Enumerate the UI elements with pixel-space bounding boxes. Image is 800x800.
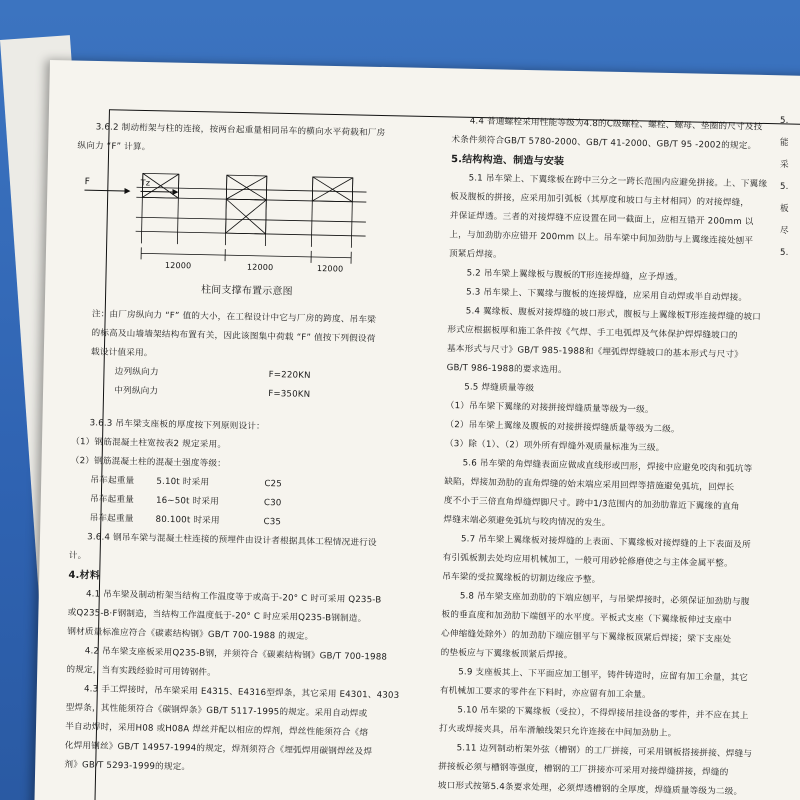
crane-capacity-label: 吊车起重量: [89, 494, 135, 506]
clause-5-8-d: 的垫板应与下翼缘板顶紧后焊接。: [440, 647, 573, 661]
clause-5-4-d: GB/T 986-1988的要求选用。: [446, 362, 567, 376]
clause-5-10-a: 5.10 吊车梁的下翼缘板（受拉），不得焊接吊挂设备的零件，并不应在其上: [457, 705, 749, 722]
force-f-label: F: [84, 177, 91, 188]
clause-5-1-e: 顶紧后焊接。: [448, 248, 502, 261]
clause-5-3: 5.3 吊车梁上、下翼缘与腹板的连接焊缝，应采用自动焊或半自动焊接。: [466, 287, 748, 304]
clause-3-6-3-item-1: （1）钢筋混凝土柱宽按表2 规定采用。: [71, 436, 227, 451]
right-column: [438, 112, 782, 800]
span-dim-2: 12000: [246, 262, 274, 273]
edge-text: 采: [780, 160, 789, 170]
concrete-grade: C35: [263, 516, 282, 528]
left-column: [64, 118, 423, 782]
clause-4-1-a: 4.1 吊车梁及制动桁架当结构工作温度等于或高于-20° C 时可采用 Q235-B: [85, 589, 382, 606]
clause-5-1-a: 5.1 吊车梁上、下翼缘板在跨中三分之一跨长范围内应避免拼接。上、下翼缘: [468, 173, 768, 190]
note-line-1: 注：由厂房纵向力 “F” 值的大小，在工程设计中它与厂房的跨度、吊车梁: [91, 309, 377, 326]
clause-5-7-c: 吊车梁的受拉翼缘板的切割边缘应予整。: [442, 571, 601, 586]
section-5-heading: 5.结构构造、制造与安装: [450, 153, 565, 168]
concrete-grade: C25: [264, 478, 283, 490]
crane-capacity-label: 吊车起重量: [89, 513, 134, 525]
clause-5-1-d: 上，与加劲肋亦应错开 200mm 以上。吊车梁中间加劲肋与上翼缘连接处刨平: [449, 229, 754, 247]
clause-5-9-b: 有机械加工要求的零件在下料时，亦应留有加工余量。: [439, 685, 651, 701]
section-4-heading: 4.材料: [68, 569, 101, 582]
clause-4-3-d: 化焊用钢丝》GB/T 14957-1994的规定，焊剂须符合《埋弧焊用碳钢焊丝及焊: [64, 740, 373, 758]
clause-5-8-a: 5.8 吊车梁支座加劲肋的下端应刨平，与吊梁焊接时，必须保证加劲肋与腹: [459, 591, 750, 608]
clause-5-1-b: 板及腹板的拼接，应采用加引弧板（其厚度和坡口与主材相同）的对接焊缝，: [450, 191, 750, 209]
clause-3-6-2-cont: 纵向力 “F” 计算。: [77, 140, 151, 153]
edge-force-label: 边列纵向力: [114, 366, 159, 378]
clause-4-2-b: 的规定，当有实践经验时可用铸钢件。: [66, 664, 217, 679]
figure-title: 柱间支撑布置示意图: [200, 284, 293, 298]
clause-5-4-c: 基本形式与尺寸》GB/T 985-1988和《埋弧焊焊缝坡口的基本形式与尺寸》: [446, 343, 744, 361]
edge-text: 5.: [780, 182, 789, 192]
edge-text: 尽: [780, 226, 789, 236]
clause-4-3-c: 半自动焊时，采用H08 或H08A 焊丝并配以相应的焊剂，焊丝性能须符合《熔: [65, 721, 369, 739]
note-line-3: 载设计值采用。: [90, 347, 153, 359]
clause-4-3-e: 剂》GB/T 5293-1999的规定。: [64, 759, 191, 773]
bracing-diagram-svg: [75, 162, 377, 280]
span-dim-1: 12000: [164, 260, 192, 271]
clause-5-2: 5.2 吊车梁上翼缘板与腹板的T形连接焊缝，应予焊透。: [466, 268, 683, 283]
clause-3-6-3-item-2: （2）钢筋混凝土柱的混凝土强度等级：: [70, 455, 227, 470]
mid-force-label: 中列纵向力: [114, 385, 159, 397]
clause-5-5-item-3: （3）除（1）、（2）项外所有焊缝外观质量标准为三级。: [444, 438, 665, 454]
clause-3-6-2: 3.6.2 制动桁架与柱的连接，按两台起重量相同吊车的横向水平荷载和厂房: [95, 122, 386, 139]
clause-5-4-a: 5.4 翼缘板、腹板对接焊缝的坡口形式，腹板与上翼缘板T形连接焊缝的坡口: [465, 306, 762, 323]
clause-5-1-c: 并保证焊透。三者的对接焊缝不应设置在同一截面上，应相互错开 200mm 以: [449, 210, 754, 228]
clause-5-5: 5.5 焊缝质量等级: [464, 382, 535, 394]
edge-text: 5.: [780, 248, 789, 258]
edge-text: 5.: [780, 116, 789, 126]
clause-4-3-b: 型焊条，其性能须符合《碳钢焊条》GB/T 5117-1995的规定。采用自动焊或: [65, 702, 368, 720]
clause-5-11-b: 拼接板必须与槽钢等强度，槽钢的工厂拼接亦可采用对接焊缝拼接，焊缝的: [438, 761, 729, 778]
capacity-range: 80.100t 时采用: [155, 514, 220, 527]
edge-text: 板: [780, 204, 789, 214]
clause-5-8-b: 板的垂直度和加劲肋下端刨平的水平度。平板式支座（下翼缘板伸过支座中: [441, 609, 732, 626]
clause-5-6-c: 度不小于三倍直角焊缝焊脚尺寸。跨中1/3范围内的加劲肋靠近下翼缘的直角: [443, 495, 740, 513]
edge-text: 能: [780, 138, 789, 148]
clause-5-6-a: 5.6 吊车梁的角焊缝表面应做成直线形或凹形，焊接中应避免咬肉和弧坑等: [462, 458, 753, 475]
clause-4-3-a: 4.3 手工焊接时，吊车梁采用 E4315、E4316型焊条，其它采用 E4301、4303: [83, 684, 400, 701]
bracing-diagram: [75, 162, 422, 281]
clause-5-11-a: 5.11 边列制动桁架外弦（槽钢）的工厂拼接，可采用钢板搭接拼接、焊缝与: [456, 743, 753, 760]
clause-5-7-a: 5.7 吊车梁上翼缘板对接焊缝的上表面、下翼缘板对接焊缝的上下表面及所: [460, 534, 751, 551]
clause-5-6-b: 缺陷，焊接加劲肋的直角焊缝的始末端应采用回焊等措施避免弧坑，回焊长: [444, 476, 735, 493]
clause-3-6-4: 3.6.4 钢吊车梁与混凝土柱连接的预埋件由设计者根据具体工程情况进行设: [87, 532, 377, 549]
clause-5-9-a: 5.9 支座板其上、下平面应加工刨平，铸件铸造时，应留有加工余量，其它: [458, 667, 749, 684]
clause-4-1-c: 钢材质量标准应符合《碳素结构钢》GB/T 700-1988 的规定。: [67, 626, 314, 643]
clause-5-4-b: 形式应根据板厚和施工条件按《气焊、手工电弧焊及气体保护焊焊缝坡口的: [447, 324, 738, 342]
crane-capacity-label: 吊车起重量: [90, 475, 135, 487]
force-tz-label: Tz: [140, 178, 151, 188]
edge-force-value: F=220KN: [268, 370, 311, 381]
clause-5-5-item-1: （1）吊车梁下翼缘的对接拼接焊缝质量等级为一级。: [445, 400, 654, 416]
clause-4-4-b: 术条件须符合GB/T 5780-2000、GB/T 41-2000、GB/T 95 -2002的规定。: [451, 134, 757, 152]
clause-4-1-b: 或Q235-B·F钢制造，当结构工作温度低于-20° C 时应采用Q235-B钢制造。: [67, 607, 367, 625]
clause-4-4-a: 4.4 普通螺栓采用性能等级为4.8的C级螺栓、螺栓、螺母、垫圈的尺寸及技: [469, 116, 763, 133]
span-dim-3: 12000: [316, 264, 344, 274]
clause-5-11-c: 坡口形式按第5.4条要求处理，必须焊透槽钢的全厚度，焊缝质量等级为二级。: [437, 780, 743, 798]
clause-5-10-b: 打火或焊接夹具，吊车滑触线架只允许连接在中间加劲肋上。: [438, 723, 677, 739]
clause-3-6-3: 3.6.3 吊车梁支座板的厚度按下列原则设计：: [89, 418, 265, 432]
clause-5-7-b: 有引弧板割去处均应用机械加工，一般可用砂轮修磨使之与主体金属平整。: [442, 552, 733, 569]
clause-5-6-d: 焊缝末端必须避免弧坑与咬肉情况的发生。: [443, 514, 611, 529]
clause-3-6-4-cont: 计。: [68, 550, 87, 562]
mid-force-value: F=350KN: [268, 389, 311, 400]
clause-4-2-a: 4.2 吊车梁支座板采用Q235-B钢，并须符合《碳素结构钢》GB/T 700-1988: [84, 646, 388, 663]
capacity-range: 16~50t 时采用: [155, 495, 220, 508]
clause-5-5-item-2: （2）吊车梁上翼缘及腹板的对接拼接焊缝质量等级为二级。: [445, 419, 680, 435]
capacity-range: 5.10t 时采用: [156, 476, 210, 488]
concrete-grade: C30: [263, 497, 282, 509]
clause-5-8-c: 心伸缩缝处除外）的加劲肋下端应刨平与下翼缘板顶紧后焊接；梁下支座处: [440, 628, 732, 645]
cropped-edge-column: [780, 110, 800, 264]
note-line-2: 的标高及山墙墙架结构布置有关，因此该图集中荷载 “F” 值按下列假设荷: [91, 328, 376, 345]
